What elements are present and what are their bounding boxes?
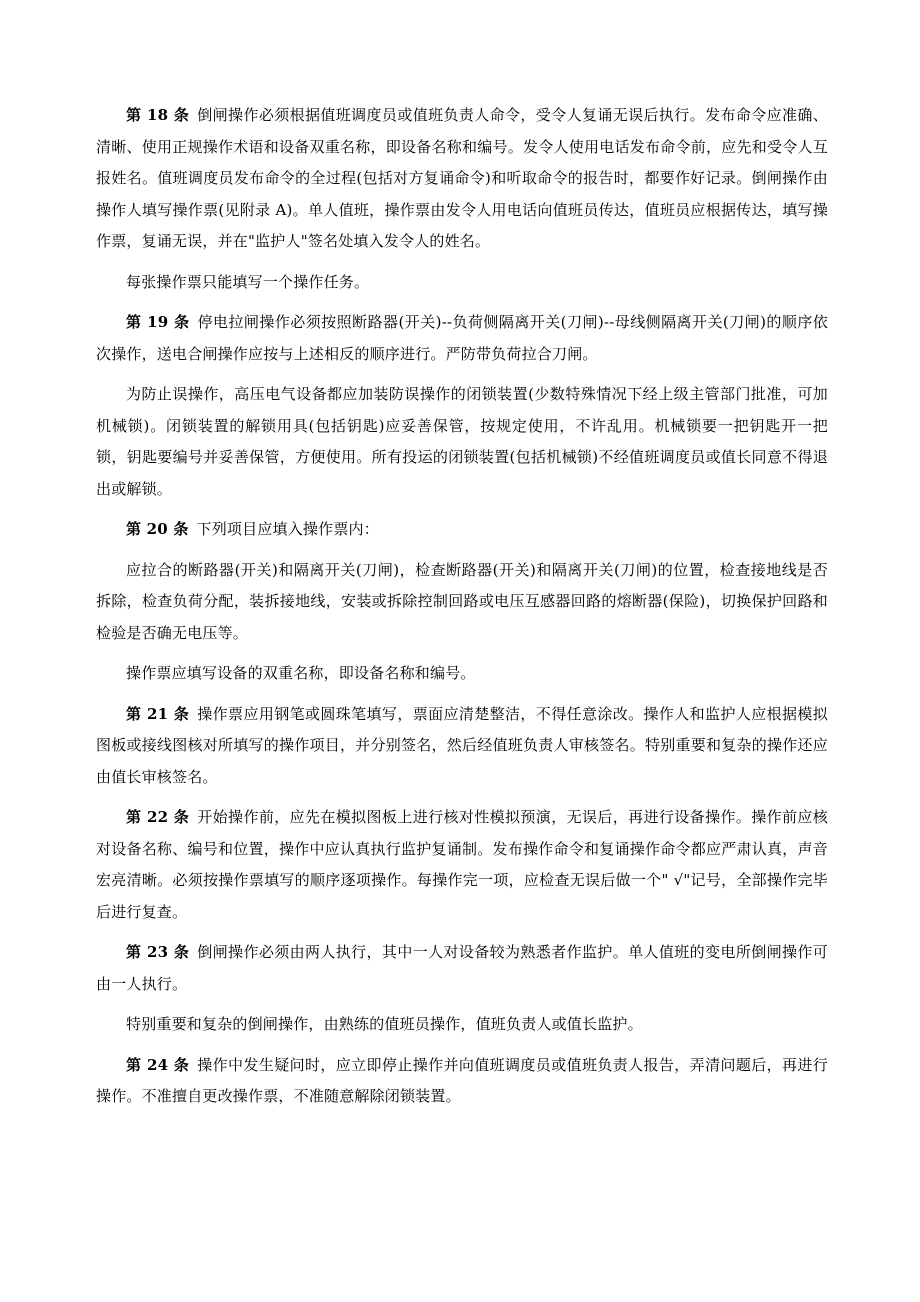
paragraph-article-19-lock [96, 379, 828, 505]
article-number: 第 21 条 [126, 704, 190, 723]
paragraph-text: 每张操作票只能填写一个操作任务。 [126, 272, 370, 291]
paragraph-article-24 [96, 1050, 828, 1113]
paragraph-text: 倒闸操作必须根据值班调度员或值班负责人命令，受令人复诵无误后执行。发布命令应准确、清晰、使用正规操作术语和设备双重名称，即设备名称和编号。发令人使用电话发布命令前，应先和受令人互报姓名。值班调度员发布命令的全过程(包括对方复诵命令)和听取命令的报告时，都要作好记录。倒闸操作由操作人填写操作票(见附录 A)。单人值班，操作票由发令人用电话向值班员传达，值班员应根据传达，填写操作票，复诵无误，并在"监护人"签名处填入发令人的姓名。 [96, 106, 828, 250]
paragraph-article-20-naming [96, 658, 828, 690]
article-number: 第 20 条 [126, 520, 189, 538]
paragraph-article-20-items [96, 555, 828, 650]
article-number: 第 19 条 [126, 313, 190, 331]
article-number: 第 22 条 [126, 808, 190, 826]
paragraph-article-23-note [96, 1009, 828, 1041]
paragraph-article-21 [96, 699, 828, 794]
paragraph-text: 操作中发生疑问时，应立即停止操作并向值班调度员或值班负责人报告，弄清问题后，再进行操作。不准擅自更改操作票，不准随意解除闭锁装置。 [96, 1055, 828, 1105]
paragraph-text: 应拉合的断路器(开关)和隔离开关(刀闸)，检查断路器(开关)和隔离开关(刀闸)的位置，检查接地线是否拆除，检查负荷分配，装拆接地线，安装或拆除控制回路或电压互感器回路的熔断器(保险)，切换保护回路和检验是否确无电压等。 [96, 560, 828, 642]
paragraph-text: 操作票应填写设备的双重名称，即设备名称和编号。 [126, 664, 476, 682]
paragraph-article-18-note [96, 267, 828, 299]
paragraph-text: 下列项目应填入操作票内： [196, 520, 379, 538]
article-number: 第 24 条 [126, 1055, 190, 1074]
article-number: 第 18 条 [126, 106, 190, 124]
paragraph-text: 特别重要和复杂的倒闸操作，由熟练的值班员操作，值班负责人或值长监护。 [126, 1015, 643, 1033]
paragraph-article-23 [96, 937, 828, 1000]
paragraph-article-20 [96, 514, 828, 546]
paragraph-article-22 [96, 802, 828, 928]
paragraph-text: 倒闸操作必须由两人执行，其中一人对设备较为熟悉者作监护。单人值班的变电所倒闸操作可由一人执行。 [96, 943, 828, 993]
paragraph-text: 操作票应用钢笔或圆珠笔填写，票面应清楚整洁，不得任意涂改。操作人和监护人应根据模拟图板或接线图核对所填写的操作项目，并分别签名，然后经值班负责人审核签名。特别重要和复杂的操作还应由值长审核签名。 [96, 704, 828, 786]
paragraph-text: 停电拉闸操作必须按照断路器(开关)--负荷侧隔离开关(刀闸)--母线侧隔离开关(刀闸)的顺序依次操作，送电合闸操作应按与上述相反的顺序进行。严防带负荷拉合刀闸。 [96, 313, 828, 363]
article-number: 第 23 条 [126, 943, 190, 961]
paragraph-text: 开始操作前，应先在模拟图板上进行核对性模拟预演，无误后，再进行设备操作。操作前应核对设备名称、编号和位置，操作中应认真执行监护复诵制。发布操作命令和复诵操作命令都应严肃认真，声音宏亮清晰。必须按操作票填写的顺序逐项操作。每操作完一项，应检查无误后做一个" √"记号，全部操作完毕后进行复查。 [96, 808, 828, 921]
paragraph-text: 为防止误操作，高压电气设备都应加装防误操作的闭锁装置(少数特殊情况下经上级主管部门批准，可加机械锁)。闭锁装置的解锁用具(包括钥匙)应妥善保管，按规定使用，不许乱用。机械锁要一把钥匙开一把锁，钥匙要编号并妥善保管，方便使用。所有投运的闭锁装置(包括机械锁)不经值班调度员或值长同意不得退出或解锁。 [96, 385, 828, 498]
paragraph-article-18 [96, 100, 828, 258]
paragraph-article-19 [96, 307, 828, 370]
document-page [96, 100, 828, 1122]
